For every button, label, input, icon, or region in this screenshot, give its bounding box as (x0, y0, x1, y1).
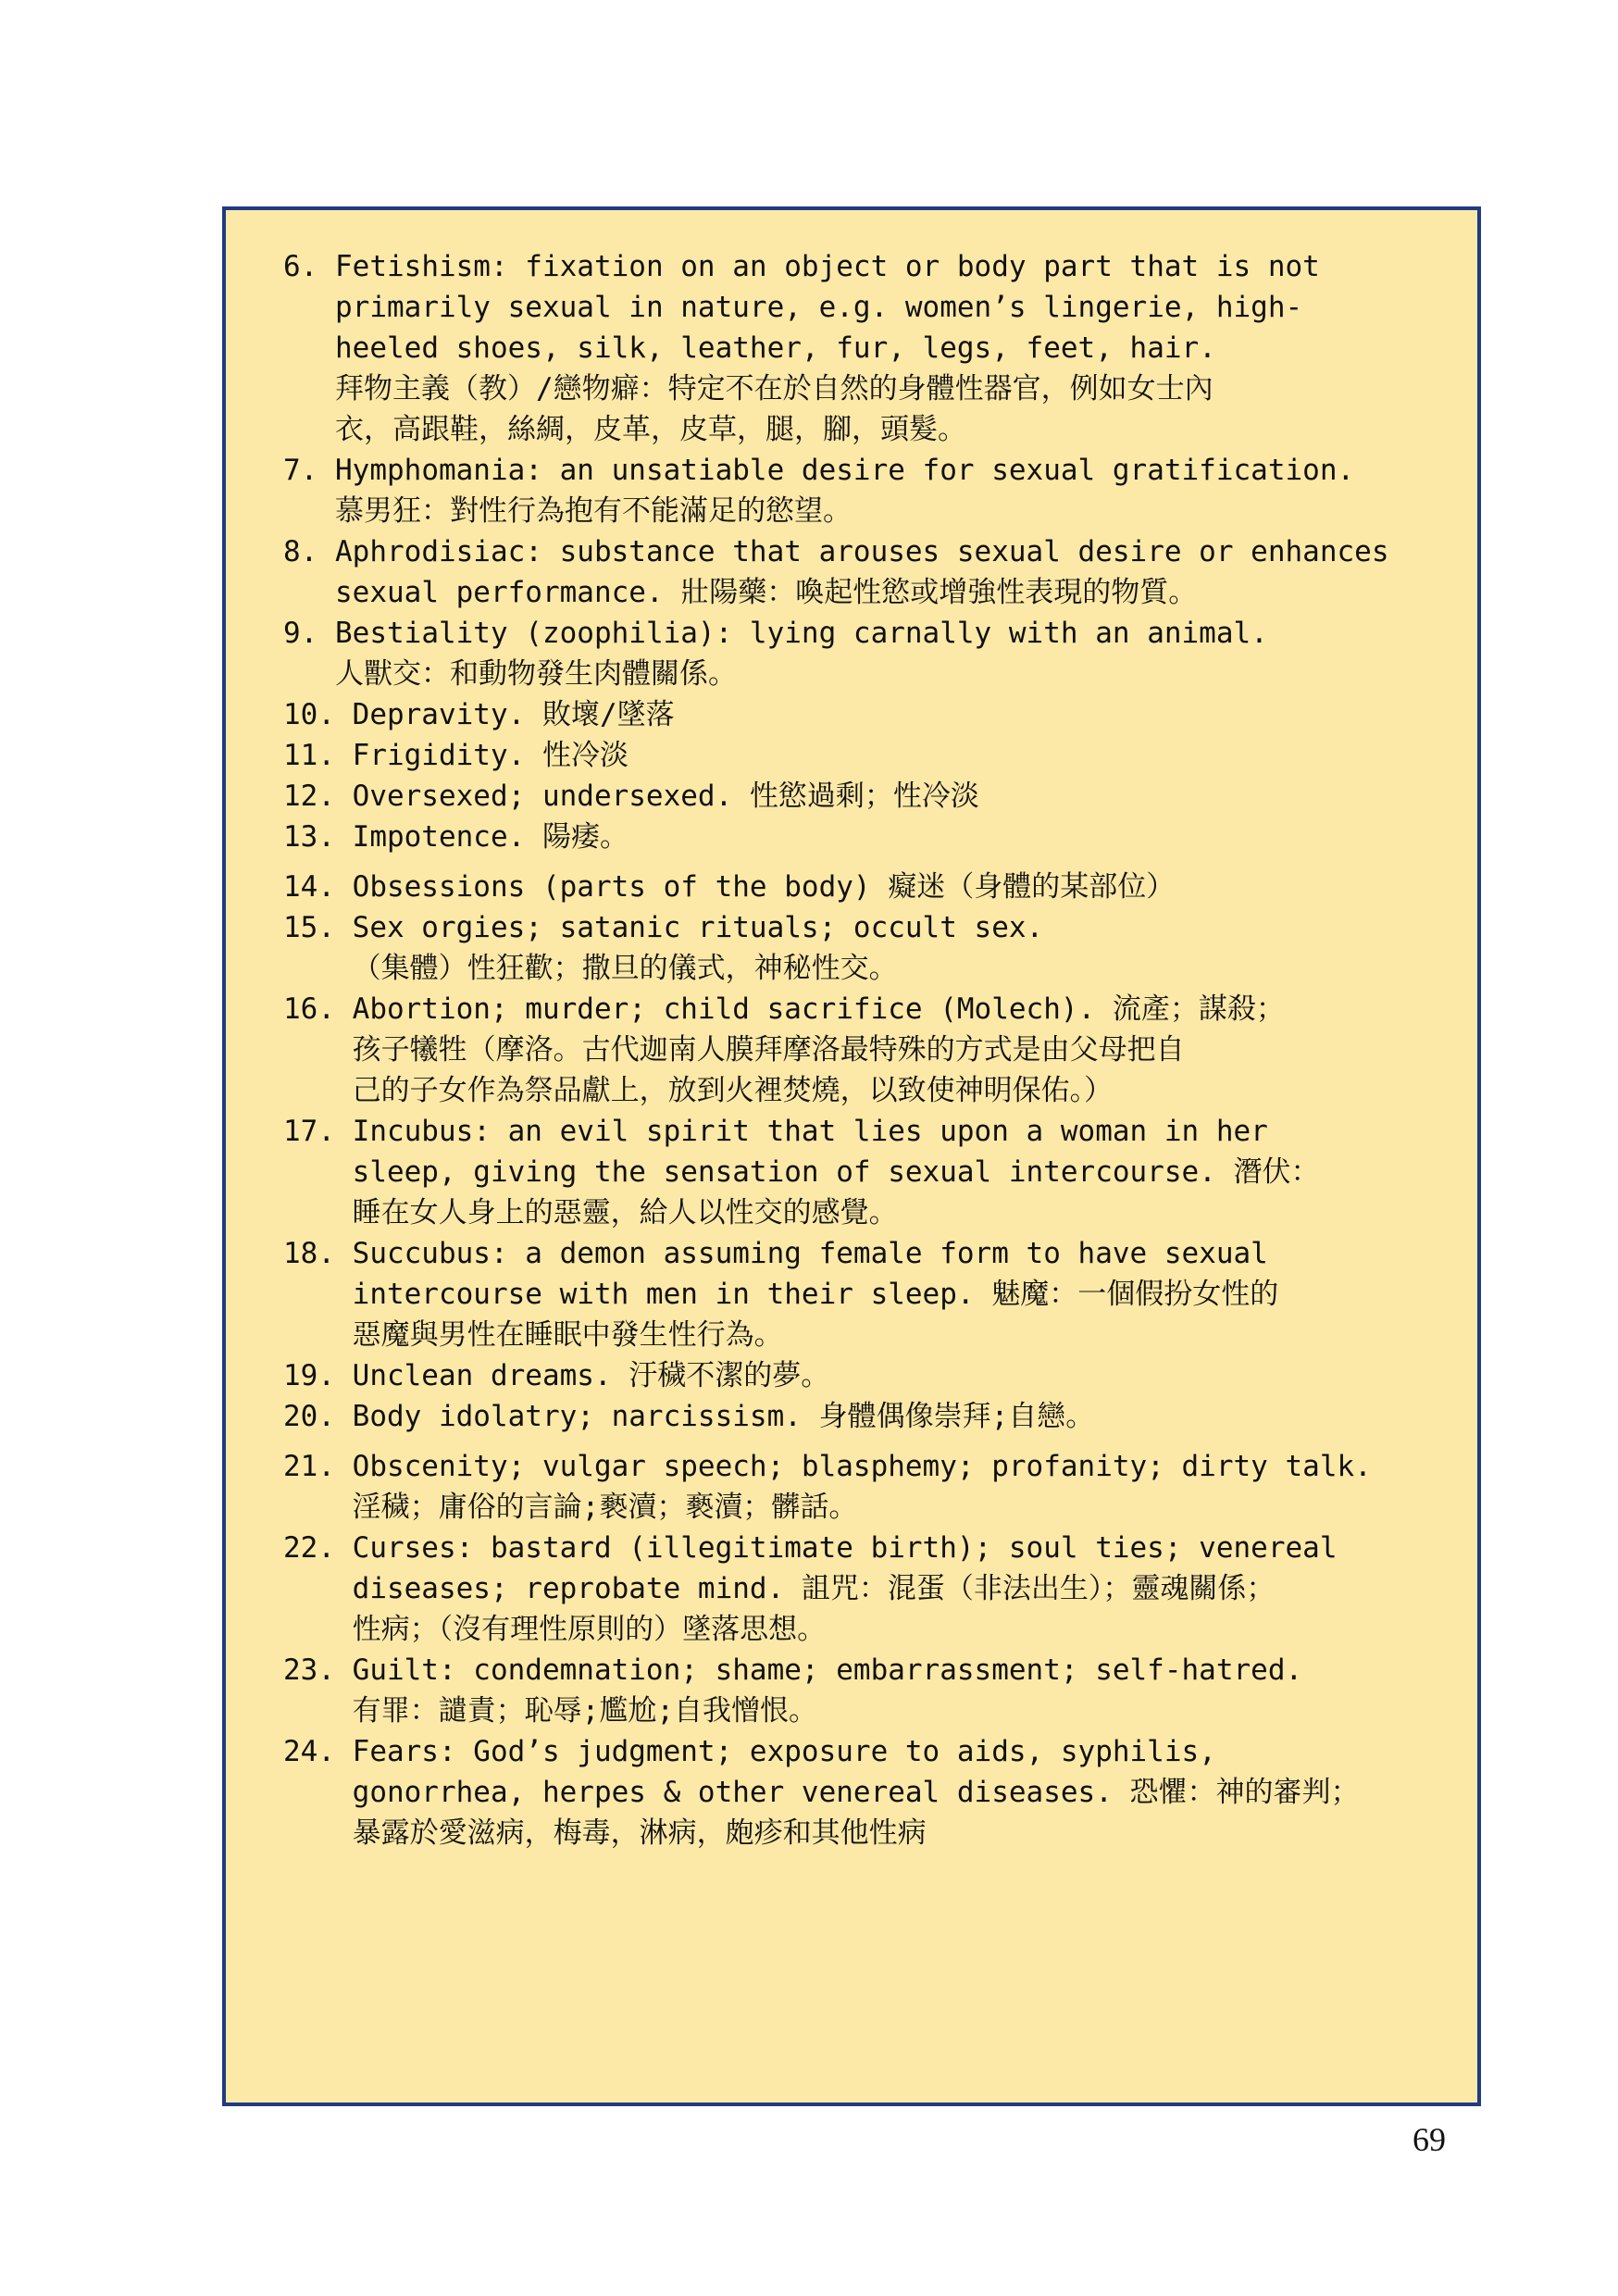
item-number: 14. (283, 870, 353, 904)
item-line: 衣，高跟鞋，絲綢，皮革，皮草，腿，腳，頭髮。 (335, 413, 966, 446)
list-item (283, 694, 1440, 735)
list-item (283, 613, 1440, 694)
list-item (283, 776, 1440, 817)
item-line: Bestiality (zoophilia): lying carnally with an animal. (335, 617, 1268, 650)
item-line: 拜物主義（教）/戀物癖：特定不在於自然的身體性器官，例如女士內 (335, 372, 1214, 406)
item-line: 慕男狂：對性行為抱有不能滿足的慾望。 (335, 494, 852, 528)
item-text (353, 1233, 1440, 1355)
item-line: 有罪：譴責；恥辱;尷尬;自我憎恨。 (352, 1694, 817, 1728)
list-item (283, 907, 1440, 989)
list-item (283, 735, 1440, 776)
item-text (353, 776, 1440, 817)
item-line: Oversexed; undersexed. 性慾過剩；性冷淡 (352, 780, 979, 813)
item-text (353, 989, 1440, 1111)
item-line: Curses: bastard (illegitimate birth); soul ties; venereal (352, 1531, 1338, 1565)
item-number: 7. (283, 454, 335, 487)
item-text (353, 1396, 1440, 1437)
item-line: Frigidity. 性冷淡 (352, 739, 629, 772)
item-text (353, 1650, 1440, 1731)
item-number: 22. (283, 1531, 353, 1565)
list-item (283, 1446, 1440, 1528)
list-item (283, 246, 1440, 450)
item-number: 18. (283, 1237, 353, 1270)
item-line: 性病；（沒有理性原則的）墜落思想。 (352, 1613, 827, 1646)
item-number: 8. (283, 535, 335, 568)
item-text (353, 867, 1440, 907)
list-item (283, 1396, 1440, 1437)
item-text (353, 907, 1440, 989)
item-number: 19. (283, 1359, 353, 1392)
item-line: 暴露於愛滋病，梅毒，淋病，皰疹和其他性病 (352, 1816, 927, 1850)
item-line: Impotence. 陽痿。 (352, 820, 629, 854)
item-number: 16. (283, 992, 353, 1026)
item-text (335, 450, 1440, 531)
list-item (283, 817, 1440, 857)
item-text (353, 817, 1440, 857)
item-line: Guilt: condemnation; shame; embarrassment; self-hatred. (352, 1653, 1303, 1687)
item-text (335, 531, 1440, 613)
list-item (283, 1528, 1440, 1650)
definition-list (283, 246, 1440, 1853)
item-text (335, 246, 1440, 450)
item-text (353, 1528, 1440, 1650)
item-line: sexual performance. 壯陽藥：喚起性慾或增強性表現的物質。 (335, 576, 1198, 609)
item-line: 淫穢；庸俗的言論;褻瀆；褻瀆；髒話。 (352, 1491, 858, 1524)
list-item (283, 531, 1440, 613)
page-number: 69 (1413, 2121, 1446, 2158)
item-number: 15. (283, 911, 353, 944)
item-number: 11. (283, 739, 353, 772)
item-text (353, 1446, 1440, 1528)
item-line: Body idolatry; narcissism. 身體偶像崇拜;自戀。 (352, 1400, 1095, 1433)
list-item (283, 867, 1440, 907)
item-line: Hymphomania: an unsatiable desire for sexual gratification. (335, 454, 1355, 487)
item-line: intercourse with men in their sleep. 魅魔：一個假扮女性的 (352, 1278, 1279, 1311)
item-line: Incubus: an evil spirit that lies upon a woman in her (352, 1115, 1268, 1148)
item-number: 9. (283, 617, 335, 650)
item-line: heeled shoes, silk, leather, fur, legs, feet, hair. (335, 331, 1216, 365)
item-number: 6. (283, 250, 335, 283)
item-line: Depravity. 敗壞/墜落 (352, 698, 675, 731)
item-number: 24. (283, 1735, 353, 1768)
item-line: Unclean dreams. 汙穢不潔的夢。 (352, 1359, 830, 1392)
list-item (283, 1650, 1440, 1731)
item-number: 20. (283, 1400, 353, 1433)
item-line: sleep, giving the sensation of sexual intercourse. 潛伏： (352, 1155, 1320, 1189)
item-number: 17. (283, 1115, 353, 1148)
item-line: gonorrhea, herpes & other venereal diseases. 恐懼：神的審判； (352, 1776, 1360, 1809)
list-item (283, 989, 1440, 1111)
item-text (353, 694, 1440, 735)
item-line: Abortion; murder; child sacrifice (Molech). 流產；謀殺； (352, 992, 1285, 1026)
item-number: 12. (283, 780, 353, 813)
list-item (283, 450, 1440, 531)
item-line: 己的子女作為祭品獻上，放到火裡焚燒，以致使神明保佑。） (352, 1074, 1114, 1107)
item-line: Obscenity; vulgar speech; blasphemy; profanity; dirty talk. (352, 1450, 1372, 1483)
item-line: 孩子犧牲（摩洛。古代迦南人膜拜摩洛最特殊的方式是由父母把自 (352, 1033, 1185, 1067)
item-line: Fetishism: fixation on an object or body part that is not (335, 250, 1320, 283)
list-item (283, 1731, 1440, 1853)
item-line: （集體）性狂歡；撒旦的儀式，神秘性交。 (352, 952, 898, 985)
item-line: diseases; reprobate mind. 詛咒：混蛋（非法出生）；靈魂關係； (352, 1572, 1276, 1605)
item-line: 惡魔與男性在睡眠中發生性行為。 (352, 1318, 783, 1352)
item-line: Sex orgies; satanic rituals; occult sex. (352, 911, 1044, 944)
item-number: 21. (283, 1450, 353, 1483)
item-text (353, 1731, 1440, 1853)
list-item (283, 1111, 1440, 1233)
item-number: 10. (283, 698, 353, 731)
item-text (353, 1355, 1440, 1396)
item-text (353, 1111, 1440, 1233)
item-line: Fears: God’s judgment; exposure to aids, syphilis, (352, 1735, 1216, 1768)
item-text (335, 613, 1440, 694)
item-line: 人獸交：和動物發生肉體關係。 (335, 657, 737, 691)
item-line: 睡在女人身上的惡靈，給人以性交的感覺。 (352, 1196, 898, 1229)
list-item (283, 1355, 1440, 1396)
list-item (283, 1233, 1440, 1355)
item-number: 23. (283, 1653, 353, 1687)
item-line: Succubus: a demon assuming female form to have sexual (352, 1237, 1268, 1270)
item-line: Obsessions (parts of the body) 癡迷（身體的某部位） (352, 870, 1176, 904)
item-line: primarily sexual in nature, e.g. women’s lingerie, high- (335, 291, 1303, 324)
item-number: 13. (283, 820, 353, 854)
item-line: Aphrodisiac: substance that arouses sexual desire or enhances (335, 535, 1389, 568)
item-text (353, 735, 1440, 776)
